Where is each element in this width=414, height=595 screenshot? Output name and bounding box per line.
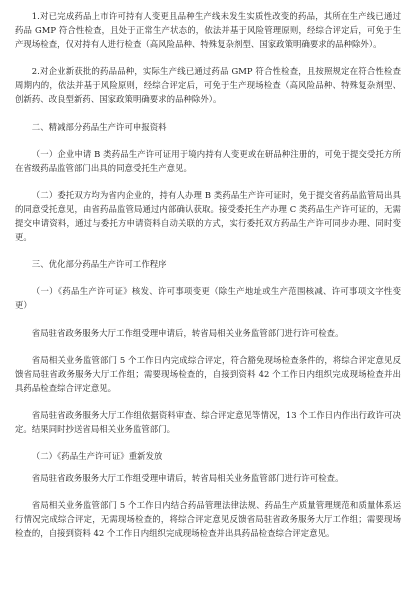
paragraph-item-1: 1.对已完成药品上市许可持有人变更且品种生产线未发生实质性改变的药品，其所在生产线已通过药品 GMP 符合性检查，且处于正常生产状态的，依法并基于风险管理原则，经综合评定后，可免于生产现场检查，仅对持有人进行检查（高风险品种、特殊复杂剂型、国家政策明确要求的品种除外）。 <box>15 11 401 50</box>
section-heading-3: 三、优化部分药品生产许可工作程序 <box>31 259 167 270</box>
paragraph-3-2-b: 省局相关业务监管部门 5 个工作日内结合药品管理法律法规、药品生产质量管理规范和质量体系运行情况完成综合评定，无需现场检查的，将综合评定意见反馈省局驻省政务服务大厅工作组；需要现场检查的，自接到资料 42 个工作日内组织完成现场检查并出具药品检查综合评定意见。 <box>15 500 401 539</box>
paragraph-2-1: （一）企业申请 B 类药品生产许可证用于境内持有人变更或在研品种注册的，可免于提交受托方所在省级药品监管部门出具的同意受托生产意见。 <box>15 148 401 173</box>
subheading-3-2: （二）《药品生产许可证》重新发放 <box>31 451 163 462</box>
paragraph-3-1-b: 省局相关业务监管部门 5 个工作日内完成综合评定，符合豁免现场检查条件的，将综合评定意见反馈省局驻省政务服务大厅工作组；需要现场检查的，自接到资料 42 个工作日内组织完成现场检查并出具药品检查综合评定意见。 <box>15 354 401 393</box>
paragraph-3-1-a: 省局驻省政务服务大厅工作组受理申请后，转省局相关业务监管部门进行许可检查。 <box>31 327 344 338</box>
paragraph-2-2: （二）委托双方均为省内企业的，持有人办理 B 类药品生产许可证时，免于提交省药品监管局出具的同意受托意见，由省药品监管局通过内部确认获取。接受委托生产办理 C 类药品生产许可证的，无需提交申请资料，通过与委托方申请资料自动关联的方式，实行委托双方药品生产许可同步办理、同时变更。 <box>15 189 401 243</box>
paragraph-3-2-a: 省局驻省政务服务大厅工作组受理申请后，转省局相关业务监管部门进行许可检查。 <box>31 473 344 484</box>
subheading-3-1: （一）《药品生产许可证》核发、许可事项变更（除生产地址或生产范围核减、许可事项文字性变更） <box>15 286 401 311</box>
paragraph-item-2: 2.对企业新获批的药品品种，实际生产线已通过药品 GMP 符合性检查，且按照规定在符合性检查周期内的，依法并基于风险原则，经综合评定后，可免于生产现场检查（高风险品种、特殊复杂剂型、创新药、改良型新药、国家政策明确要求的品种除外）。 <box>15 66 401 105</box>
section-heading-2: 二、精减部分药品生产许可申报资料 <box>31 121 167 132</box>
paragraph-3-1-c: 省局驻省政务服务大厅工作组依据资料审查、综合评定意见等情况，13 个工作日内作出行政许可决定。结果同时抄送省局相关业务监管部门。 <box>15 409 401 434</box>
